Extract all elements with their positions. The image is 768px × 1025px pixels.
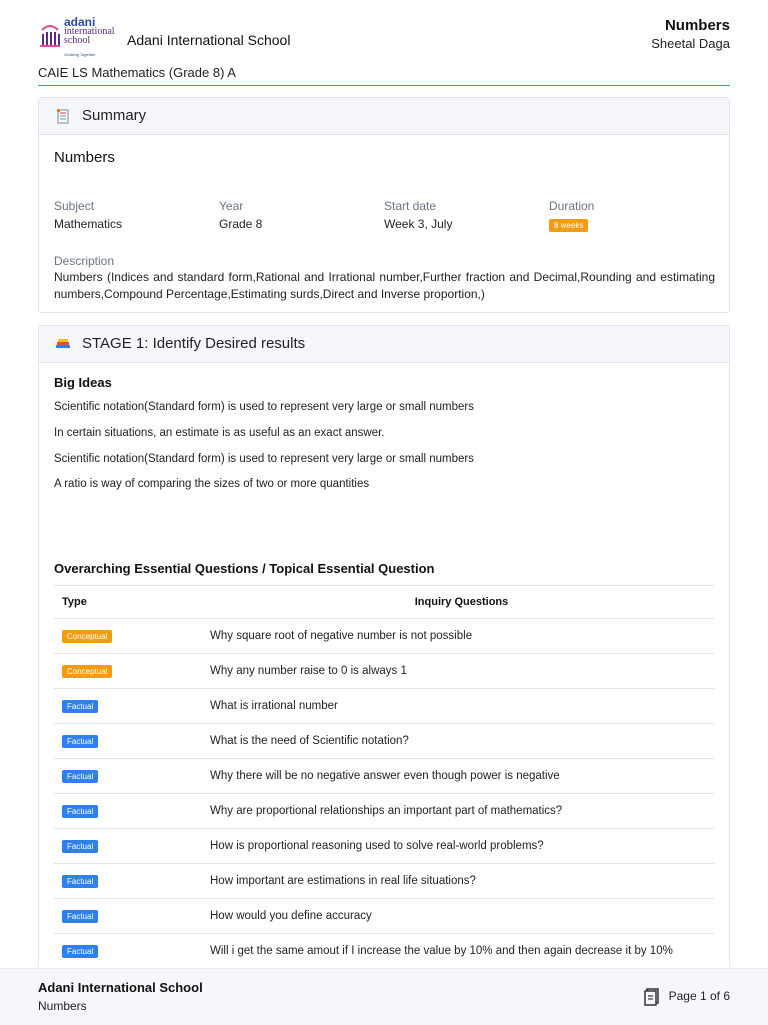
table-row <box>54 759 714 794</box>
table-row <box>54 619 714 654</box>
subject-value: Mathematics <box>54 217 123 231</box>
question-cell: Why any number raise to 0 is always 1 <box>209 654 714 689</box>
subject-field <box>54 199 122 231</box>
table-header-row <box>54 586 714 619</box>
type-badge: Factual <box>62 735 98 748</box>
year-field <box>219 199 262 231</box>
type-badge: Factual <box>62 840 98 853</box>
question-cell: Why square root of negative number is not possible <box>209 619 714 654</box>
description-label: Description <box>54 254 115 268</box>
type-badge: Conceptual <box>62 665 112 678</box>
school-name: Adani International School <box>127 32 291 48</box>
pages-icon <box>644 988 660 1006</box>
table-row <box>54 689 714 724</box>
subject-label: Subject <box>54 199 95 213</box>
start-date-value: Week 3, July <box>384 217 453 231</box>
essential-questions-table <box>54 585 714 969</box>
table-row <box>54 724 714 759</box>
duration-badge: 8 weeks <box>549 219 588 232</box>
stage1-heading: STAGE 1: Identify Desired results <box>82 335 306 352</box>
stage1-header <box>39 326 729 363</box>
course-name: CAIE LS Mathematics (Grade 8) A <box>38 65 236 80</box>
document-title: Numbers <box>664 17 730 34</box>
big-idea-item: In certain situations, an estimate is as useful as an exact answer. <box>54 427 385 439</box>
page-header <box>38 14 730 64</box>
footer-doc-title: Numbers <box>38 999 87 1013</box>
start-date-field <box>384 199 452 231</box>
duration-field <box>549 199 594 232</box>
big-idea-item: Scientific notation(Standard form) is used to represent very large or small numbers <box>54 453 474 465</box>
notebook-icon <box>55 108 71 124</box>
big-idea-item: Scientific notation(Standard form) is used to represent very large or small numbers <box>54 401 474 413</box>
type-badge: Factual <box>62 875 98 888</box>
table-row <box>54 899 714 934</box>
description-text: Numbers (Indices and standard form,Rational and Irrational number,Further fraction and Decimal,Rounding and estimating numbers,Compound Percentage,Estimating surds,Direct and Inverse proportion,) <box>54 270 715 301</box>
school-logo <box>38 15 126 60</box>
type-badge: Factual <box>62 805 98 818</box>
table-row <box>54 934 714 969</box>
unit-title: Numbers <box>54 149 115 166</box>
summary-header <box>39 98 729 135</box>
footer-school-name: Adani International School <box>38 980 203 995</box>
type-badge: Factual <box>62 700 98 713</box>
table-row <box>54 829 714 864</box>
question-cell: How would you define accuracy <box>209 899 714 934</box>
logo-tagline: Growing Together <box>64 52 96 57</box>
column-header-type: Type <box>54 586 209 619</box>
header-divider <box>38 85 730 86</box>
question-cell: What is the need of Scientific notation? <box>209 724 714 759</box>
duration-label: Duration <box>549 199 595 213</box>
type-badge: Factual <box>62 910 98 923</box>
summary-heading: Summary <box>82 107 147 124</box>
page-indicator: Page 1 of 6 <box>668 989 730 1003</box>
year-value: Grade 8 <box>219 217 263 231</box>
table-row <box>54 794 714 829</box>
document-author: Sheetal Daga <box>651 36 730 51</box>
books-icon <box>55 336 71 352</box>
table-row <box>54 654 714 689</box>
type-badge: Factual <box>62 945 98 958</box>
stage1-card <box>38 325 730 968</box>
year-label: Year <box>219 199 244 213</box>
page-footer <box>0 968 768 1025</box>
question-cell: Will i get the same amout if I increase the value by 10% and then again decrease it by 10% <box>209 934 714 969</box>
question-cell: Why are proportional relationships an important part of mathematics? <box>209 794 714 829</box>
type-badge: Factual <box>62 770 98 783</box>
essential-questions-heading: Overarching Essential Questions / Topical Essential Question <box>54 561 435 576</box>
big-idea-item: A ratio is way of comparing the sizes of two or more quantities <box>54 478 370 490</box>
question-cell: How important are estimations in real life situations? <box>209 864 714 899</box>
table-row <box>54 864 714 899</box>
logo-wordmark: adani international school <box>64 15 115 46</box>
type-badge: Conceptual <box>62 630 112 643</box>
start-date-label: Start date <box>384 199 437 213</box>
question-cell: Why there will be no negative answer even though power is negative <box>209 759 714 794</box>
question-cell: How is proportional reasoning used to solve real-world problems? <box>209 829 714 864</box>
question-cell: What is irrational number <box>209 689 714 724</box>
column-header-question: Inquiry Questions <box>209 586 714 619</box>
logo-emblem-icon <box>38 22 62 48</box>
big-ideas-heading: Big Ideas <box>54 375 112 390</box>
summary-card <box>38 97 730 313</box>
